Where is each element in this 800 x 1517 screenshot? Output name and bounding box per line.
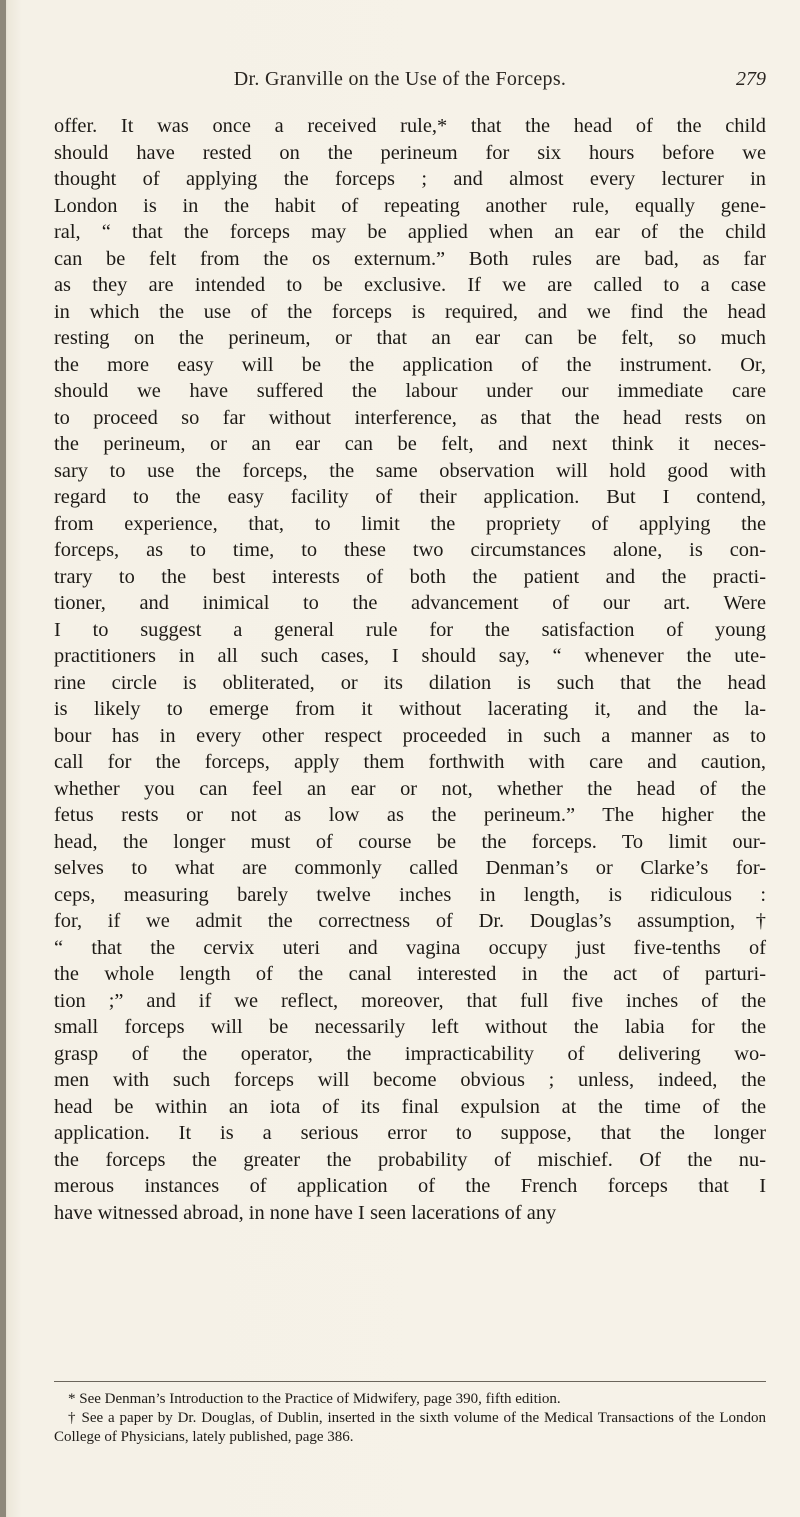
page-number: 279	[736, 68, 766, 90]
text-line: should we have suffered the labour under our immediate care	[54, 380, 766, 402]
footnotes	[54, 1390, 766, 1447]
text-line: men with such forceps will become obvious ; unless, indeed, the	[54, 1069, 766, 1091]
text-line: head be within an iota of its final expulsion at the time of the	[54, 1095, 766, 1118]
text-line: should have rested on the perineum for six hours before we	[54, 141, 766, 164]
text-line: to proceed so far without interference, as that the head rests on	[54, 406, 766, 429]
text-line: application. It is a serious error to suppose, that the longer	[54, 1122, 766, 1144]
text-line: can be felt from the os externum.” Both rules are bad, as far	[54, 247, 766, 270]
text-line: practitioners in all such cases, I should say, “ whenever the ute-	[54, 645, 766, 667]
text-line: whether you can feel an ear or not, whether the head of the	[54, 777, 766, 800]
text-line: grasp of the operator, the impracticability of delivering wo-	[54, 1042, 766, 1065]
text-line: ceps, measuring barely twelve inches in length, is ridiculous :	[54, 883, 766, 906]
text-line: I to suggest a general rule for the satisfaction of young	[54, 618, 766, 641]
text-line: sary to use the forceps, the same observation will hold good with	[54, 459, 766, 482]
text-line: forceps, as to time, to these two circumstances alone, is con-	[54, 539, 766, 561]
text-line: London is in the habit of repeating another rule, equally gene-	[54, 194, 766, 217]
text-line: the more easy will be the application of the instrument. Or,	[54, 353, 766, 376]
text-line: rine circle is obliterated, or its dilation is such that the head	[54, 671, 766, 694]
footnote: † See a paper by Dr. Douglas, of Dublin, inserted in the sixth volume of the Medical Transactions of the London College of Physicians, lately published, page 386.	[54, 1410, 766, 1445]
text-line: ral, “ that the forceps may be applied when an ear of the child	[54, 221, 766, 243]
text-line: selves to what are commonly called Denman’s or Clarke’s for-	[54, 857, 766, 879]
text-line: for, if we admit the correctness of Dr. Douglas’s assumption,†	[54, 910, 766, 932]
text-line: fetus rests or not as low as the perineum.” The higher the	[54, 804, 766, 826]
text-line: regard to the easy facility of their application. But I contend,	[54, 486, 766, 508]
text-line: merous instances of application of the French forceps that I	[54, 1175, 766, 1197]
text-line: have witnessed abroad, in none have I seen lacerations of any	[54, 1201, 557, 1224]
text-line: is likely to emerge from it without lacerating it, and the la-	[54, 698, 766, 720]
text-line: offer. It was once a received rule,* that the head of the child	[54, 115, 766, 137]
text-line: from experience, that, to limit the propriety of applying the	[54, 512, 766, 535]
text-line: bour has in every other respect proceeded in such a manner as to	[54, 724, 766, 747]
text-line: head, the longer must of course be the forceps. To limit our-	[54, 830, 766, 853]
text-line: as they are intended to be exclusive. If we are called to a case	[54, 274, 766, 296]
text-line: tioner, and inimical to the advancement of our art. Were	[54, 592, 766, 614]
running-head: Dr. Granville on the Use of the Forceps.	[233, 68, 567, 90]
text-line: small forceps will be necessarily left without the labia for the	[54, 1016, 766, 1038]
page-binding-edge	[0, 0, 6, 1517]
text-line: the whole length of the canal interested in the act of parturi-	[54, 963, 766, 985]
text-line: “ that the cervix uteri and vagina occupy just five-tenths of	[54, 936, 766, 959]
page-header	[0, 68, 800, 98]
text-line: the forceps the greater the probability of mischief. Of the nu-	[54, 1148, 766, 1171]
body-text	[54, 113, 766, 1226]
text-line: the perineum, or an ear can be felt, and next think it neces-	[54, 433, 766, 455]
text-line: resting on the perineum, or that an ear can be felt, so much	[54, 327, 766, 349]
text-line: call for the forceps, apply them forthwith with care and caution,	[54, 751, 766, 773]
footnote: * See Denman’s Introduction to the Practice of Midwifery, page 390, fifth edition.	[68, 1391, 561, 1407]
text-line: in which the use of the forceps is required, and we find the head	[54, 300, 766, 323]
footnote-rule	[54, 1381, 766, 1382]
text-line: trary to the best interests of both the patient and the practi-	[54, 565, 766, 588]
text-line: thought of applying the forceps ; and almost every lecturer in	[54, 168, 766, 190]
text-line: tion ;” and if we reflect, moreover, that full five inches of the	[54, 989, 766, 1012]
